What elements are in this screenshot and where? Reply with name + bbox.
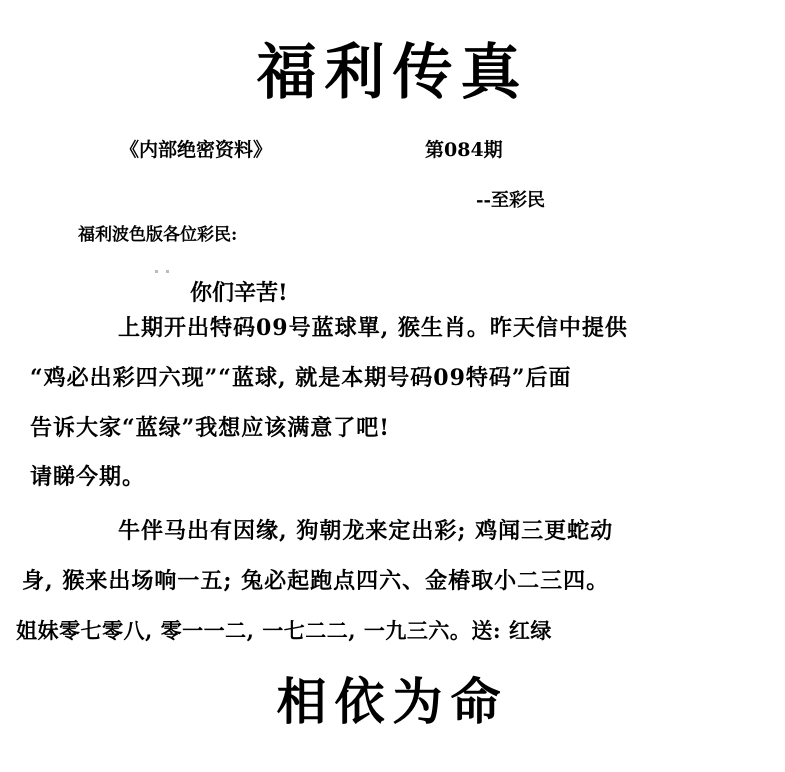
paragraph-line: 身, 猴来出场响一五; 兔必起跑点四六、金椿取小二三四。 [22,568,610,594]
paragraph-line: 牛伴马出有因缘, 狗朝龙来定出彩; 鸡闻三更蛇动 [118,518,614,544]
issue-number: 第084期 [425,139,503,161]
subtitle: 《内部绝密资料》 [120,139,273,161]
paragraph-line: 上期开出特码09号蓝球單, 猴生肖。昨天信中提供 [118,315,628,341]
scan-dot [155,270,158,273]
greeting: 福利波色版各位彩民: [78,225,238,245]
paragraph-line: 请睇今期。 [30,464,146,490]
paragraph-line: “鸡必出彩四六现”“蓝球, 就是本期号码09特码”后面 [30,365,572,391]
thanks-line: 你们辛苦! [190,280,288,306]
signature: --至彩民 [476,190,545,211]
paragraph-line: 姐妹零七零八, 零一一二, 一七二二, 一九三六。送: 红绿 [16,618,552,643]
paragraph-line: 告诉大家“蓝绿”我想应该满意了吧! [30,415,390,441]
main-title: 福利传真 [256,38,529,108]
closing-title: 相依为命 [276,672,509,731]
scan-dot [166,270,169,273]
